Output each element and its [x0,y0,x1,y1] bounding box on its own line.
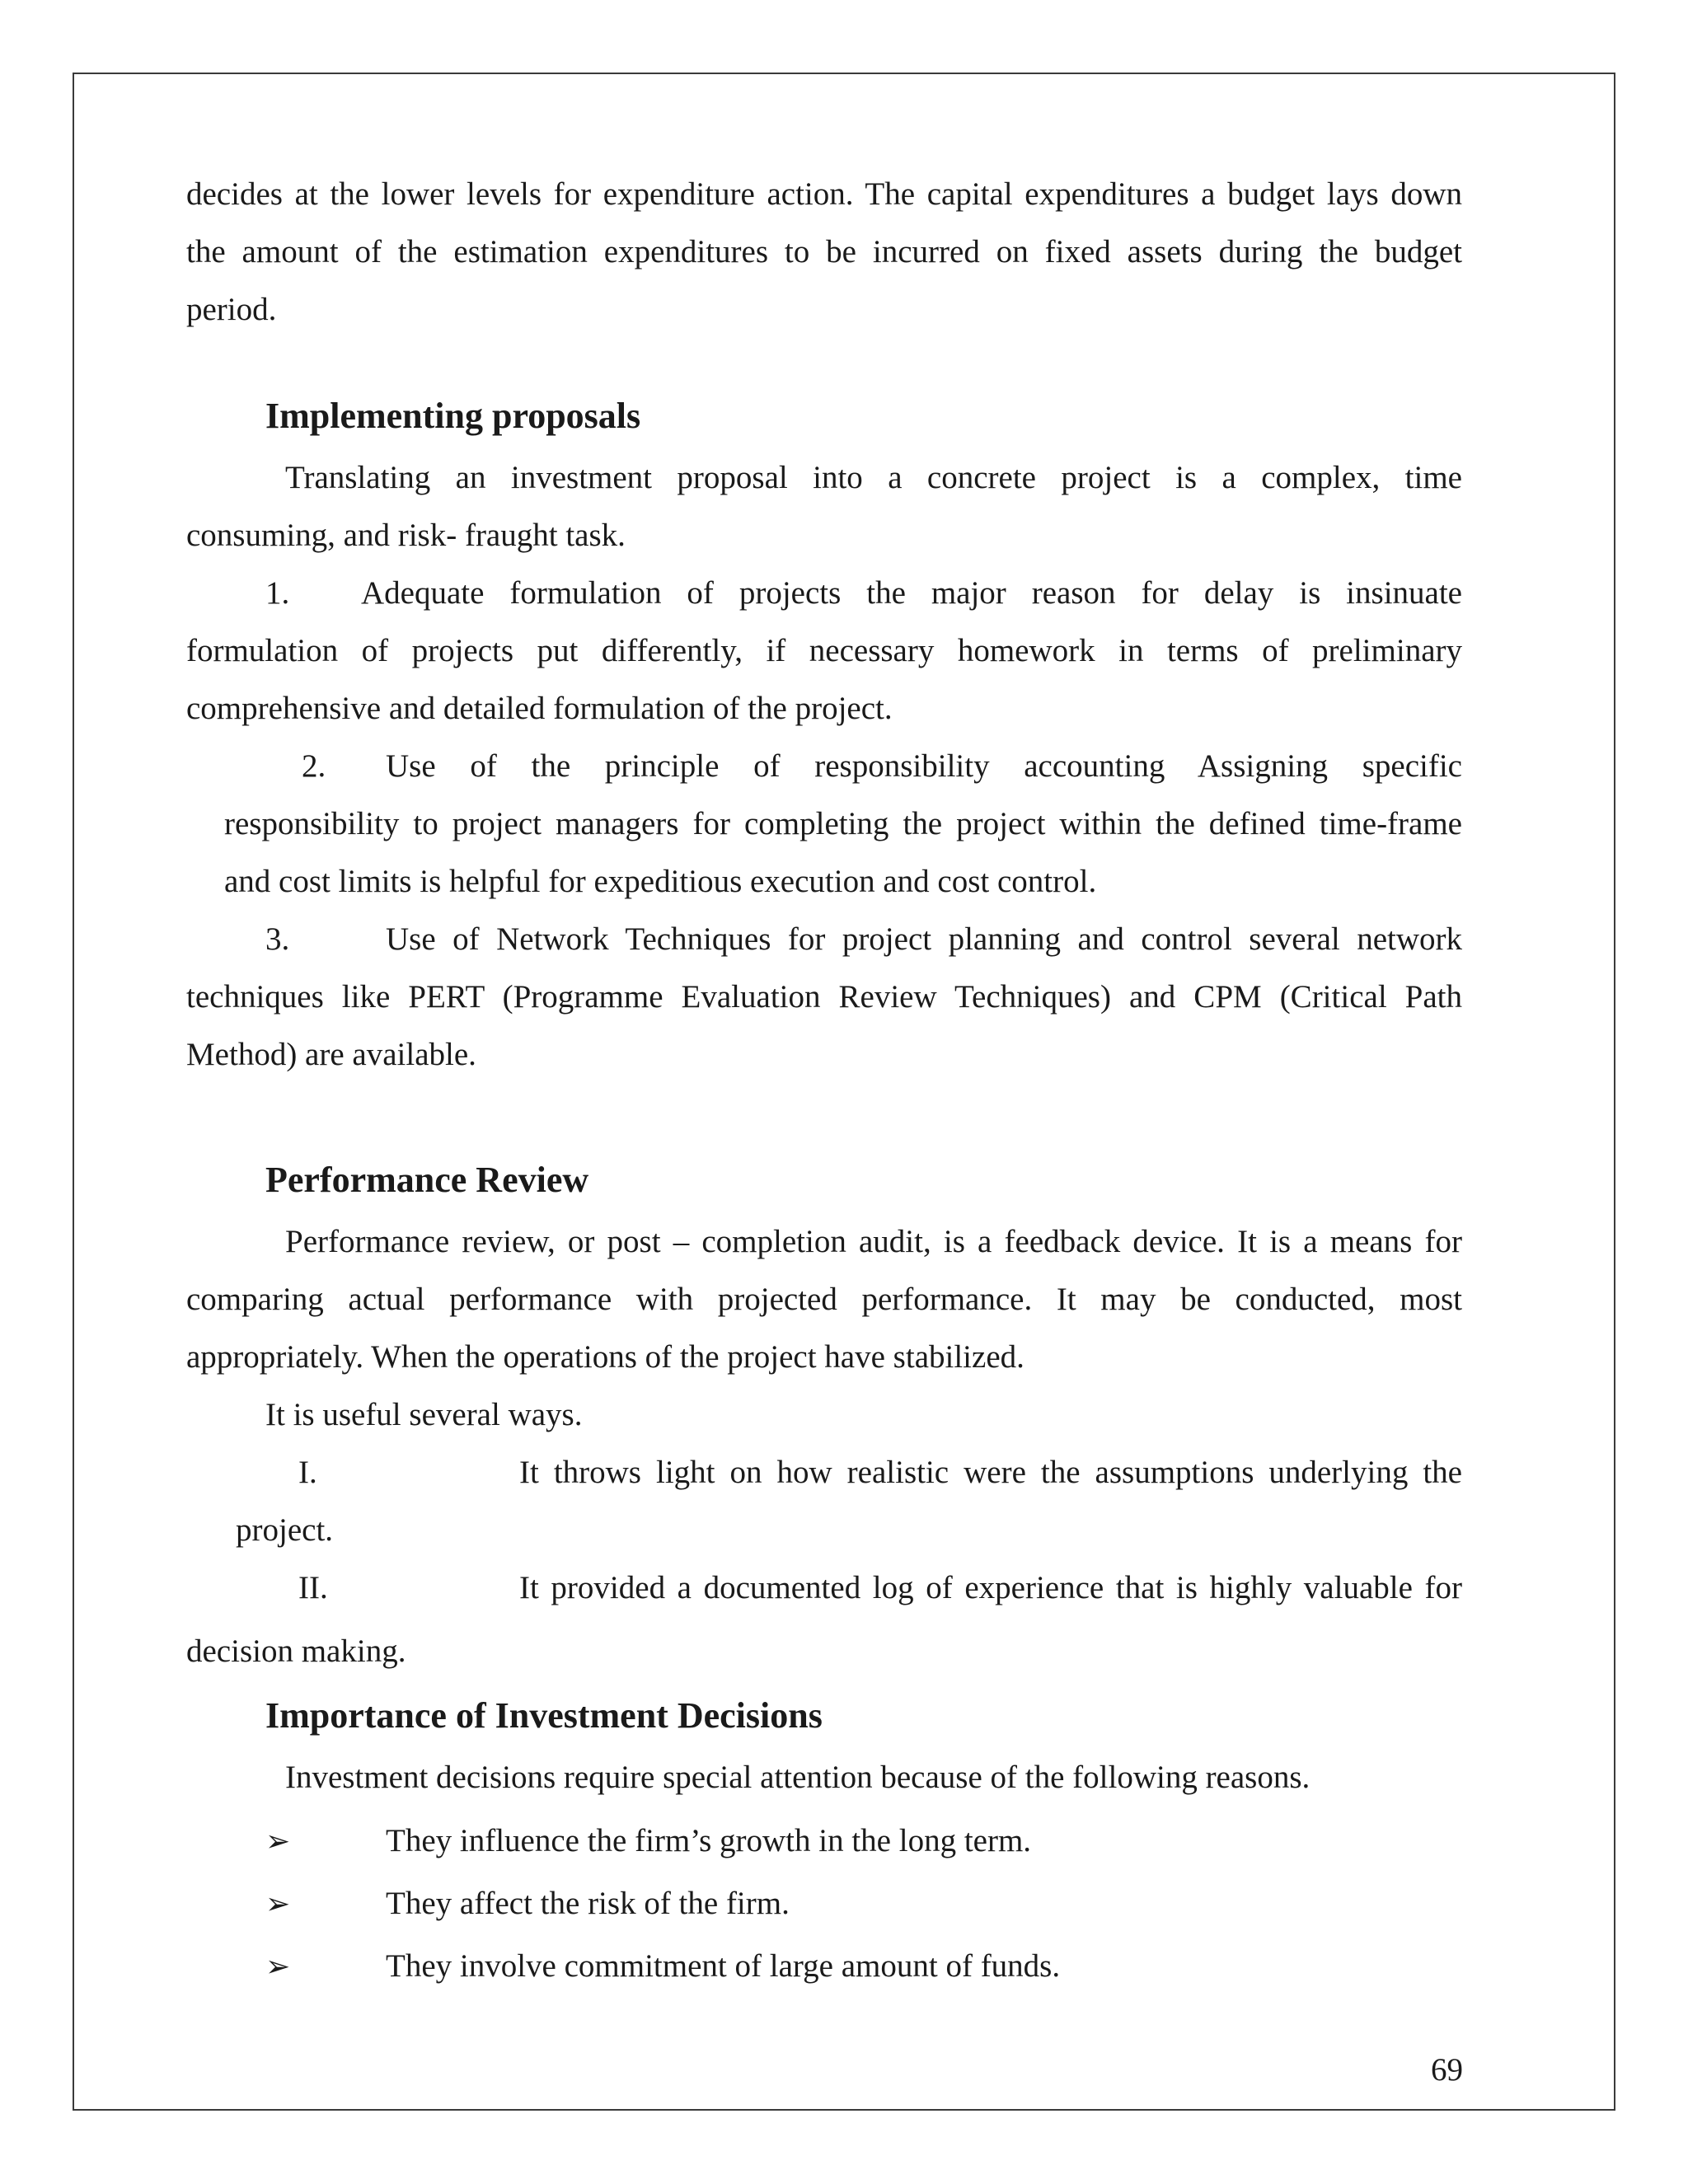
performance-paragraph-line-3: appropriately. When the operations of the project have stabilized. [186,1339,1025,1375]
intro-line-3: period. [186,292,277,327]
page-number: 69 [1431,2052,1463,2088]
roman-item-1-line-1: It throws light on how realistic were the assumptions underlying the [519,1455,1462,1490]
importance-intro: Investment decisions require special attention because of the following reasons. [285,1760,1311,1795]
heading-importance-investment-decisions: Importance of Investment Decisions [265,1695,823,1736]
roman-item-number: I. [298,1455,317,1490]
list-item-number: 1. [265,575,290,611]
intro-line-2: the amount of the estimation expenditures to be incurred on fixed assets during the budget [186,234,1462,269]
intro-line-1: decides at the lower levels for expenditure action. The capital expenditures a budget lays down [186,176,1462,212]
list-item-1-line-3: comprehensive and detailed formulation of the project. [186,691,893,726]
list-item-2-line-2: responsibility to project managers for completing the project within the defined time-frame [224,806,1462,841]
list-item-1-line-1: Adequate formulation of projects the major reason for delay is insinuate [361,575,1462,611]
arrow-bullet-icon: ➢ [265,1950,291,1983]
list-item-3-line-3: Method) are available. [186,1037,476,1072]
arrow-bullet-icon: ➢ [265,1825,291,1858]
performance-paragraph-line-1: Performance review, or post – completion audit, is a feedback device. It is a means for [285,1224,1462,1259]
performance-paragraph-line-2: comparing actual performance with projected performance. It may be conducted, most [186,1282,1462,1317]
list-item-number: 3. [265,921,290,957]
roman-item-2-line-2: decision making. [186,1633,406,1669]
heading-implementing-proposals: Implementing proposals [265,396,641,436]
roman-item-2-line-1: It provided a documented log of experience that is highly valuable for [519,1570,1462,1605]
heading-performance-review: Performance Review [265,1160,589,1200]
roman-item-1-line-2: project. [236,1512,334,1548]
page-border [73,73,1615,2111]
bullet-item-1: They influence the firm’s growth in the long term. [386,1823,1032,1858]
list-item-3-line-2: techniques like PERT (Programme Evaluation Review Techniques) and CPM (Critical Path [186,979,1462,1015]
implementing-paragraph-line-1: Translating an investment proposal into a concrete project is a complex, time [285,460,1462,495]
bullet-item-3: They involve commitment of large amount of funds. [386,1948,1061,1984]
roman-item-number: II. [298,1570,328,1605]
implementing-paragraph-line-2: consuming, and risk- fraught task. [186,518,626,553]
list-item-1-line-2: formulation of projects put differently, if necessary homework in terms of preliminary [186,633,1462,668]
bullet-item-2: They affect the risk of the firm. [386,1886,790,1921]
performance-useful-line: It is useful several ways. [265,1397,583,1432]
list-item-number: 2. [302,748,326,784]
arrow-bullet-icon: ➢ [265,1887,291,1920]
list-item-2-line-1: Use of the principle of responsibility accounting Assigning specific [386,748,1462,784]
list-item-2-line-3: and cost limits is helpful for expeditious execution and cost control. [224,864,1097,899]
list-item-3-line-1: Use of Network Techniques for project planning and control several network [386,921,1462,957]
